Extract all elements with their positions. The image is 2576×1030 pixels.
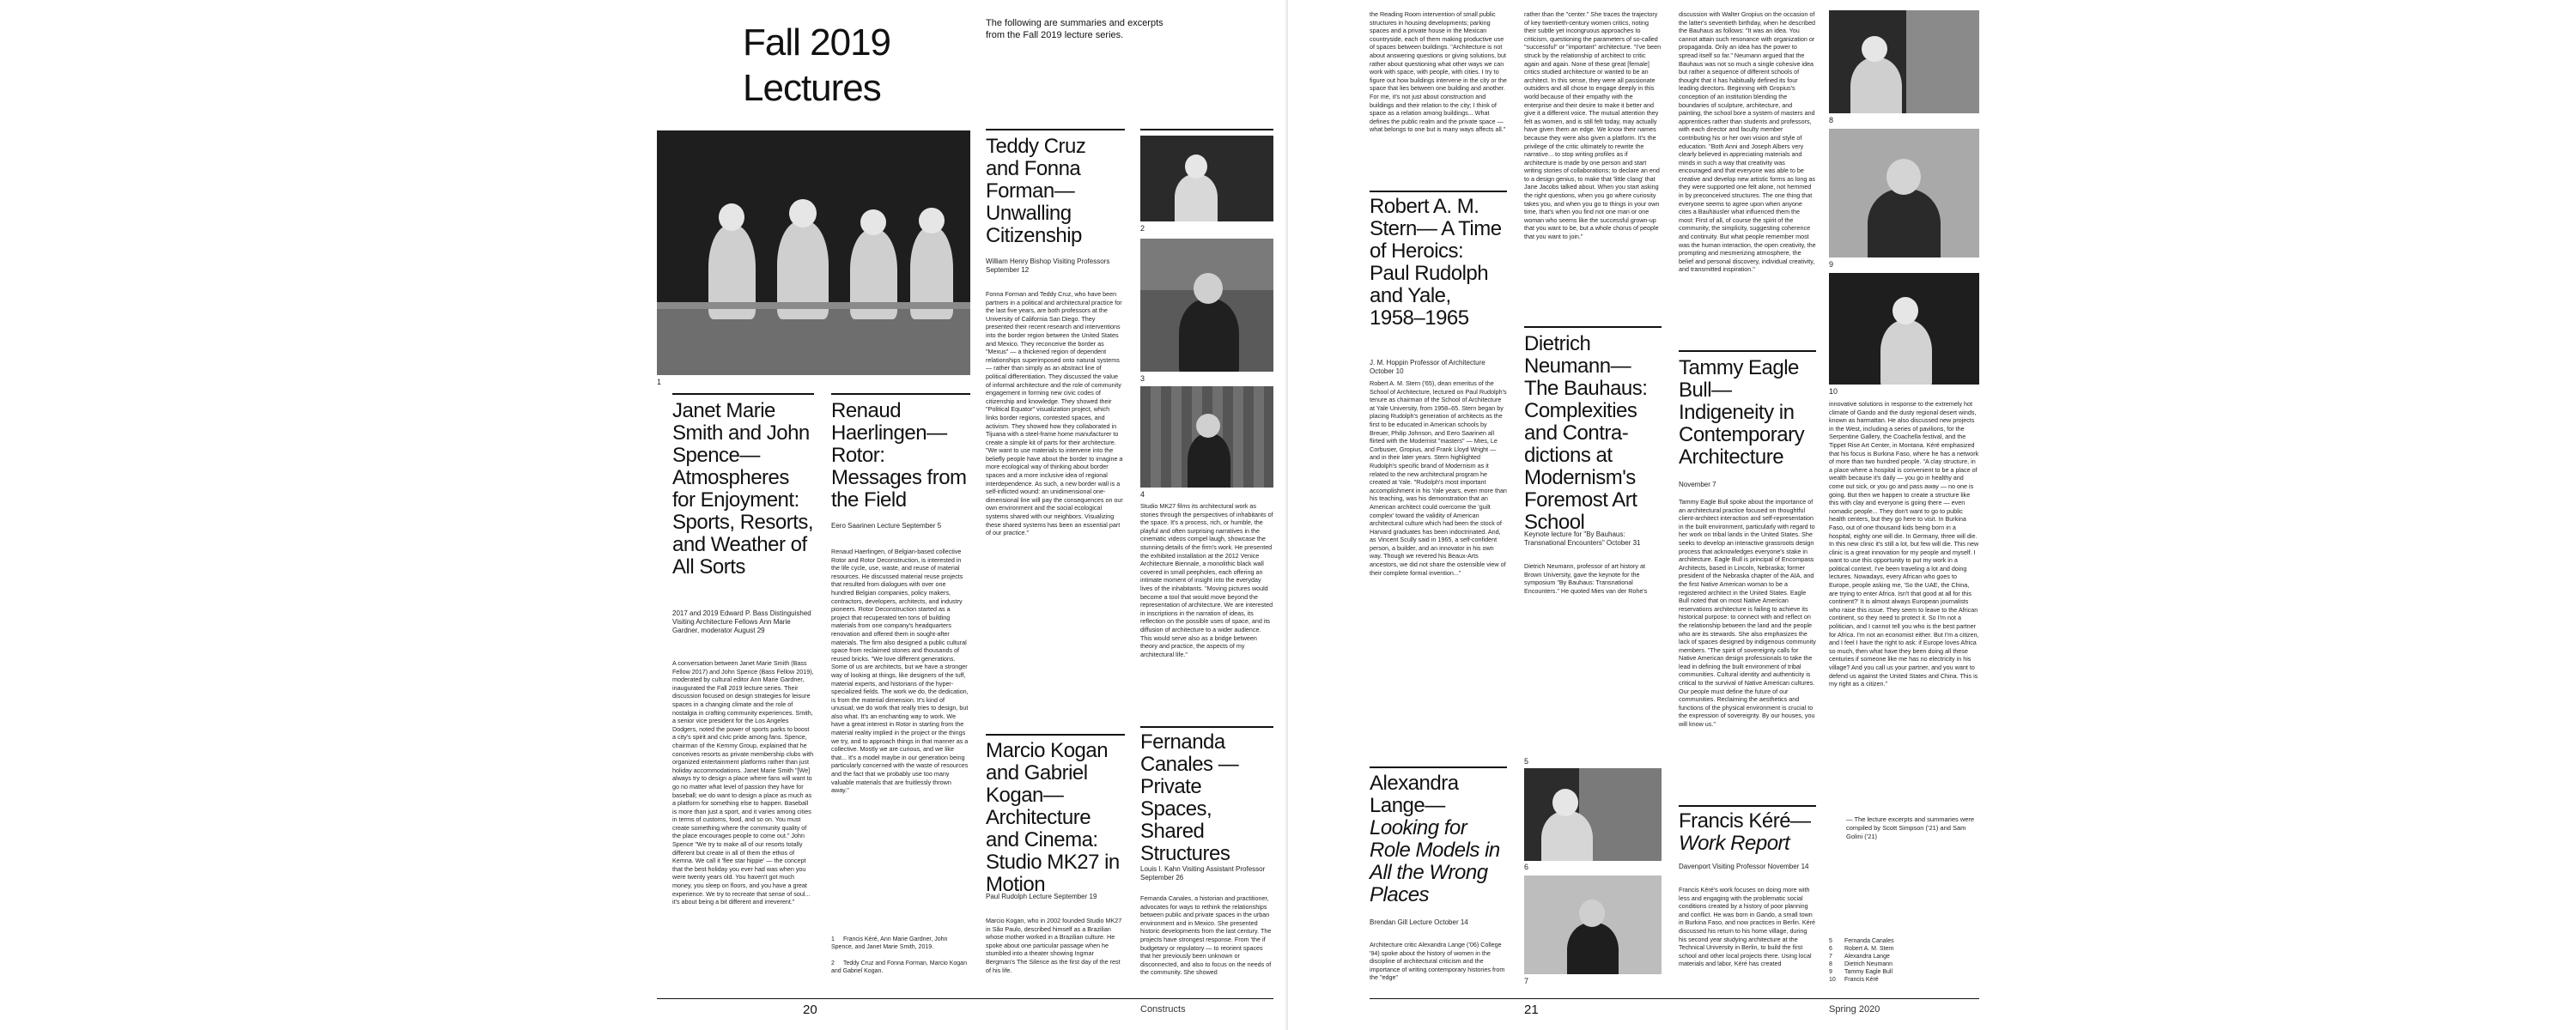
right-folio: 21 bbox=[1524, 1003, 1539, 1017]
lecture-title-stern: Robert A. M. Stern— A Time of Heroics: Paul Rudolph and Yale, 1958–1965 bbox=[1370, 195, 1502, 330]
lecture-body-stern: Robert A. M. Stern ('65), dean emeritus of the School of Architecture, lectured on Paul Rudolph's tenure as chairman of the School of Architecture at Yale University, from 1958–65. Stern began by placing Rudolph's generation of architects as the first to be educated in American schools by Breuer, Philip Johnson, and Eero Saarinen all flirted with the Modernist "masters" — Mies, Le Corbusier, Gropius, and Frank Lloyd Wright — and in their later years. Stern highlighted Rudolph's specific brand of Modernism as it related to the new architectural program he created at Yale. "Rudolph's most important accomplishment in his Yale years, even more than his teaching, was his demonstration that an American architect could overcome the 'guilt complex' toward the validity of American architectural culture which had been the stock of Harvard graduates has been indoctrinated. And, as Vincent Scully said in 1965, a self-confident person, a builder, and an innovator in his own way. Though we revered his Beaux-Arts ancestors, we did not share the ostensible view of their complete formal invention..." bbox=[1370, 379, 1507, 577]
section-rule bbox=[1679, 350, 1816, 352]
footer-rule bbox=[657, 998, 1273, 999]
figure-number: 5 bbox=[1524, 757, 1529, 766]
intro-text: The following are summaries and excerpts from the Fall 2019 lecture series. bbox=[986, 18, 1163, 40]
compiled-credit: — The lecture excerpts and summaries were compiled by Scott Simpson ('21) and Sam Golini ('21) bbox=[1846, 815, 1975, 840]
lecture-meta-haerlingen: Eero Saarinen Lecture September 5 bbox=[831, 522, 942, 530]
lecture-title-lange: Alexandra Lange— Looking for Role Models in All the Wrong Places bbox=[1370, 772, 1500, 906]
caption-item: 8 Dietrich Neumann bbox=[1829, 961, 1893, 967]
caption-item: 1 Francis Kéré, Ann Marie Gardner, John Spence, and Janet Marie Smith, 2019. bbox=[831, 936, 948, 950]
lecture-meta-stern: J. M. Hoppin Professor of Architecture October 10 bbox=[1370, 359, 1485, 375]
caption-item: 7 Alexandra Lange bbox=[1829, 954, 1890, 960]
alexandra-lange-photo bbox=[1524, 876, 1662, 974]
lecture-body-kogan-cont: Studio MK27 films its architectural work as stories through the perspectives of inhabitants of the space. It's a process, rich, or humble, the playful and often surprising narratives in the cinematic videos compel laugh, showcase the stunning details of the firm's work. He presented the exhibited installation at the 2012 Venice Architecture Biennale, a monolithic black wall covered in small peepholes, each offering an intimate moment of insight into the everyday lives of the inhabitants. "Moving pictures would become a tool that would move beyond the representation of architecture. We are interested in inscriptions in the narration of ideas, its reflection on the possible uses of space, and its diffusion of architecture to a wider audience. This would serve also as a bridge between theory and practice, the aspects of my architectural life." bbox=[1140, 502, 1273, 658]
lecture-meta-kogan: Paul Rudolph Lecture September 19 bbox=[986, 893, 1097, 900]
lecture-title-eagle-bull: Tammy Eagle Bull— Indigeneity in Contemporary Architecture bbox=[1679, 356, 1805, 469]
lecture-body-stern-lead: the Reading Room intervention of small public structures in housing developments; parking spaces and a private house in the Mexican countryside, each of them making productive use of spaces between buildings. "Architecture is not about answering questions or giving solutions, but rather about questioning what other ways we can work with space, with people, with cities. I try to figure out how buildings intervene in the city or the space that lies between one building and another. For me, it's not just about construction and buildings and their relation to the city; I think of space as a relation among buildings... What defines the public realm and the private space — what belongs to one but is many ways affects all." bbox=[1370, 10, 1507, 134]
lecture-meta-smith-spence: 2017 and 2019 Edward P. Bass Distinguished Visiting Architecture Fellows Ann Marie Gardner, moderator August 29 bbox=[672, 609, 811, 634]
section-rule bbox=[1140, 129, 1273, 130]
lecture-body-cruz-forman: Fonna Forman and Teddy Cruz, who have been partners in a political and architectural practice for the last five years, are both professors at the University of California San Diego. They presented their recent research and interventions into the border region between the United States and Mexico. They reconceive the border as "Mexus" — a thickened region of dependent relationships superimposed onto natural systems — rather than simply as an abstract line of political differentiation. They discussed the value of informal architecture and the role of community engagement in forming new civic codes of citizenship and knowledge. They showed their "Political Equator" visualization project, which links border regions, contested spaces, and activism. They showed how they collaborated in Tijuana with a steel-frame home manufacturer to create a simple kit of parts for their architecture. "We want to use materials to intervene into the beliefly people have about the border to imagine a more ecological way of thinking about border spaces and a more inclusive idea of regional interdependence. As such, a new border wall is a self-inflicted wound: an unidimensional one-dimensional line will pay the consequences on our own environment and the social ecological systems shared with our neighbors. Visualizing these shared systems has been an essential part of our practice." bbox=[986, 290, 1123, 537]
lecture-meta-cruz-forman: William Henry Bishop Visiting Professors September 12 bbox=[986, 258, 1110, 274]
lecture-body-smith-spence: A conversation between Janet Marie Smith (Bass Fellow 2017) and John Spence (Bass Fellow 2019), moderated by cultural editor Ann Marie Gardner, inaugurated the Fall 2019 lecture series. Their discussion focused on design strategies for leisure spaces in a changing climate and the role of nostalgia in crafting community experiences. Smith, a senior vice president for the Los Angeles Dodgers, noted the power of sports parks to boost a city's spirit and civic pride among fans. Spence, chairman of the Kemmy Group, explained that he conceives resorts as private membership clubs with organized entertainment platforms rather than just holiday accommodations. Janet Marie Smith "[We] always try to design a place where fans will want to go no matter what level of passion they have for baseball; we do want to design a place as much as a platform for something else to happen. Baseball is more than just a sport, and it varies among cities in terms of customs, food, and so on. You must create something where the community quality of the place encourages people to come out." John Spence "We try to make all of our resorts totally different but create in all of them the ethos of Kemna. We call it 'flee star hippie' — the concept that the best holiday you ever had was when you were twenty years old. You haven't got much money, you sleep on floors, and you have a great experience. We try to recreate that sense of soul... it's about being a bit different and irreverent." bbox=[672, 659, 814, 906]
lecture-body-kere: Francis Kéré's work focuses on doing more with less and engaging with the problematic social conditions created by a history of poor planning and conflict. He was born in Gando, a small town in Burkina Faso, and now practices in Berlin. Kéré discussed his return to his home village, during his second year studying architecture at the Technical University in Berlin, to build the first school and other local projects there. Using local materials and labor, Kéré has created bbox=[1679, 886, 1816, 968]
lecture-title-kere: Francis Kéré— Work Report bbox=[1679, 809, 1811, 855]
lecture-body-neumann: Dietrich Neumann, professor of art history at Brown University, gave the keynote for the symposium "By Bauhaus: Transnational Encounters." He quoted Mies van der Rohe's bbox=[1524, 562, 1648, 595]
lecture-body-lange-cont: rather than the "center." She traces the trajectory of key twentieth-century women critics, noting their subtle yet incongruous approaches to criticism, questioning the parameters of so-called "successful" or "important" architecture. "I've been struck by the relationship of architect to critic again and again. None of these great [female] critics studied architecture or wanted to be an architect. In this sense, they were all passionate outsiders and all chose to engage deeply in this world because of their empathy with the enterprise and their desire to make it better and give it a different voice. The mutual attention they felt as women, and is still felt today, may actually have given them an edge. We know their names because they were also given a platform. It's the privilege of the critic ultimately to rewrite the narrative... to stop writing profiles as if architecture is made by one person and start writing stories of collaborations; to declare an end to a design genius, to make that 'little clang' that Jane Jacobs talked about. When you start asking the right questions, when you go where curiosity takes you, and when you go to things in your own time, that's when you find not one man or one woman who seems like the successful grown-up that you want to be, but a whole chorus of people that you want to join." bbox=[1524, 10, 1662, 241]
lecture-meta-kere: Davenport Visiting Professor November 14 bbox=[1679, 863, 1809, 870]
lecture-title-kogan: Marcio Kogan and Gabriel Kogan— Architecture and Cinema: Studio MK27 in Motion bbox=[986, 739, 1120, 896]
robert-stern-photo bbox=[1524, 768, 1662, 861]
figure-number: 3 bbox=[1140, 374, 1145, 383]
dietrich-neumann-photo bbox=[1829, 10, 1979, 113]
left-folio: 20 bbox=[803, 1003, 817, 1017]
caption-item: 10 Francis Kéré bbox=[1829, 977, 1879, 983]
lecture-title-cruz-forman: Teddy Cruz and Fonna Forman— Unwalling Citizenship bbox=[986, 135, 1086, 247]
figure-number: 10 bbox=[1829, 387, 1838, 396]
section-rule bbox=[1370, 191, 1507, 192]
teddy-cruz-photo bbox=[1140, 136, 1273, 221]
figure-number: 9 bbox=[1829, 260, 1834, 269]
caption-item: 5 Fernanda Canales bbox=[1829, 938, 1894, 944]
figure-number: 6 bbox=[1524, 863, 1529, 871]
panel-discussion-photo bbox=[657, 130, 970, 375]
caption-list bbox=[1829, 937, 1979, 984]
lecture-body-canales: Fernanda Canales, a historian and practitioner, advocates for ways to rethink the relationships between public and private spaces in the urban environment and in Mexico. She presented historic developments from the last century. The projects have strongest response. From 'the if budgetary or regulatory — to reorient spaces that her previously been unknown or disconnected, and also to focus on the needs of the community. She showed bbox=[1140, 894, 1272, 977]
page-title-line1: Fall 2019 bbox=[743, 21, 891, 64]
caption-item: 2 Teddy Cruz and Fonna Forman, Marcio Kogan and Gabriel Kogan. bbox=[831, 960, 967, 974]
caption-item: 6 Robert A. M. Stern bbox=[1829, 946, 1894, 952]
figure-number: 7 bbox=[1524, 977, 1529, 985]
lecture-body-haerlingen: Renaud Haerlingen, of Belgian-based collective Rotor and Rotor Deconstruction, is interested in the life cycle, use, waste, and reuse of material resources. He discussed material reuse projects that resulted from dialogues with over one hundred Belgian companies, policy makers, contractors, developers, architects, and industry pioneers. Rotor Deconstruction started as a project that recuperated ten tons of building materials from one company's headquarters renovation and offered them in sought-after materials. The firm also designed a public cultural space from reclaimed stones and thousands of reused bricks. "We love different generations. Some of us are architects, but we have a stronger way of looking at things, like designers of the tuff, material experts, and historians of the hyper-specialized fields. The work we do, the dedication, is from the material dimension. It's kind of unusual; we do work that really tries to design, but also what. It's an enchanting way to work. We have a great interest in Rotor in starting from the material reality implied in the project or the things we try, and to approach things in that manner as a collective. Mostly we are curious, and we like that... It's a model maybe in our generation being particularly concerned with the waste of resources and the fact that we probably use too many valuable materials that are fruitlessly thrown away." bbox=[831, 548, 969, 795]
marcio-kogan-photo bbox=[1140, 386, 1273, 488]
lecture-body-kogan: Marcio Kogan, who in 2002 founded Studio MK27 in São Paulo, described himself as a Brazilian whose mother worked in a Brazilian culture. He spoke about one particular passage when he stumbled into a theater showing Ingmar Bergman's The Silence as the first day of the rest of his life. bbox=[986, 917, 1122, 974]
section-rule bbox=[986, 129, 1125, 130]
figure-number: 1 bbox=[657, 378, 662, 386]
lecture-meta-eagle-bull: November 7 bbox=[1679, 481, 1716, 488]
right-page bbox=[1288, 0, 2576, 1030]
issue-label: Spring 2020 bbox=[1829, 1004, 1880, 1015]
section-rule bbox=[986, 734, 1125, 736]
publication-name: Constructs bbox=[1140, 1004, 1186, 1015]
section-rule bbox=[1370, 766, 1507, 768]
lecture-title-smith-spence: Janet Marie Smith and John Spence— Atmospheres for Enjoyment: Sports, Resorts, and Weather of All Sorts bbox=[672, 399, 814, 579]
section-rule bbox=[1140, 726, 1273, 728]
lecture-body-eagle-bull: Tammy Eagle Bull spoke about the importance of an architectural practice focused on thoughtful client-architect interaction and self-representation in the built environment, particularly with regard to her work on tribal lands in the United States. She seeks to develop an interactive grassroots design process that acknowledges everyone's stake in architecture. Eagle Bull is principal of Encompass Architects, based in Lincoln, Nebraska; former president of the Nebraska chapter of the AIA, and the first Native American woman to be a registered architect in the United States. Eagle Bull noted that on most Native American reservations architecture is failing to achieve its historical purpose: to connect with and reflect on the relationship between the land and the people who are its stewards. She also emphasizes the lack of spaces designed by indigenous community members. "The spirit of sovereignty calls for Native American design professionals to take the lead in defining the built environment of tribal communities. Cultural identity and authenticity is critical to the survival of Native American cultures. Our people must define the future of our communities. Reclaiming the aesthetics and functions of the physical environment is crucial to the expression of sovereignty. By our houses, you will know us." bbox=[1679, 498, 1816, 729]
lecture-title-canales: Fernanda Canales —Private Spaces, Shared Structures bbox=[1140, 730, 1239, 865]
page-title-line2: Lectures bbox=[743, 67, 881, 109]
section-rule bbox=[672, 393, 814, 395]
lecture-body-lange: Architecture critic Alexandra Lange ('06) College '94) spoke about the history of women in the discipline of architectural criticism and the importance of writing contemporary histories from the "edge" bbox=[1370, 941, 1505, 982]
lecture-meta-lange: Brendan Gill Lecture October 14 bbox=[1370, 918, 1468, 926]
section-rule bbox=[831, 393, 970, 395]
figure-number: 4 bbox=[1140, 490, 1145, 499]
tammy-eagle-bull-photo bbox=[1829, 129, 1979, 258]
francis-kere-photo bbox=[1829, 273, 1979, 385]
section-rule bbox=[1679, 805, 1816, 807]
lecture-body-neumann-cont: discussion with Walter Gropius on the occasion of the latter's seventieth birthday, when he described the Bauhaus as follows: "It was an idea. You cannot attain such resonance with organization or propaganda. Only an idea has the power to spread itself so far." Neumann argued that the Bauhaus was not so much a single cohesive idea but rather a sequence of different schools of thought that it has habitually defined its four leading directors. Beginning with Gropius's conception of an institution blending the boundaries of sculpture, architecture, and painting, the school bore a system of masters and apprentices rather than students and professors, with each director and faculty member contributing his or her own vision and style of education. "Both Anni and Joseph Albers very clearly believed in appreciating materials and minds in such a way that creativity was encouraged and that everyone was able to be creative and develop new artistic forms as long as they were supported one felt alone, not hemmed in by preconceived structures. The one thing that everyone seems to agree upon when anyone cites a Bauhäusler what influenced them the most: First of all, of course the spirit of the community, the simplicity, suggesting coherence and continuity. But what people remember most was the human interaction, the open creativity, the prompting and mesmerizing atmosphere, the belief and personal discovery, individual creativity, and transmitted inspiration." bbox=[1679, 10, 1816, 274]
section-rule bbox=[1524, 326, 1662, 328]
lecture-title-neumann: Dietrich Neumann— The Bauhaus: Complexities and Contra- dictions at Modernism's Foremost Art School bbox=[1524, 332, 1648, 534]
fonna-forman-photo bbox=[1140, 239, 1273, 372]
lecture-meta-canales: Louis I. Kahn Visiting Assistant Professor September 26 bbox=[1140, 865, 1266, 882]
figure-number: 8 bbox=[1829, 116, 1834, 124]
figure-number: 2 bbox=[1140, 224, 1145, 233]
lecture-meta-neumann: Keynote lecture for "By Bauhaus: Transnational Encounters" October 31 bbox=[1524, 530, 1641, 547]
caption-item: 9 Tammy Eagle Bull bbox=[1829, 969, 1893, 975]
lecture-body-kere-text: innovative solutions in response to the extremely hot climate of Gando and the dusty regional desert winds, known as harmattan. He also discussed new projects in the West, including a series of pavilions, for the Serpentine Gallery, the Coachella festival, and the Tippet Rise Art Center, in Montana. Kéré emphasized that his focus is Burkina Faso, where he has a network of more than two hundred people. "A clay structure, in a place where a hospital is convenient to be a place of wealth because it's daily — you go in healthy and come out sick, or you go and pass away — no one is going. But then we happen to create a structure like this with clay and everyone is going there — even nomadic people... They don't want to go to public health centers, but they go here to visit. In Burkina Faso, out of one thousand kids being born in a hospital, eighty one will die. In Germany, three will die. In this new clinic it's still a lot, but few will die. This new clinic is a great innovation for my people and myself. I want to use this opportunity to put my work in a political context. I've been traveling a lot and doing lectures. Nowadays, every African who goes to Europe, people asking me, 'So the UAE, the China, are trying to enter Africa. Isn't that good at all for this continent?' It is almost always European journalists who raise this issue. They seem to leave to the African continent, so they need to protect it. So I'm not a politician, and I cannot tell you who is the best partner for Africa. I'm not an economist either. But I'm a citizen, and I feel I have the right to ask: if Europe loves Africa so much, then what have they been doing all these centuries if someone like me has no electricity in his village? And you call us your partner, and you want to defend us against the United States and China. This is my right as a citizen." bbox=[1829, 400, 1979, 688]
footer-rule bbox=[1370, 998, 1979, 999]
lecture-title-haerlingen: Renaud Haerlingen— Rotor: Messages from the Field bbox=[831, 399, 967, 512]
